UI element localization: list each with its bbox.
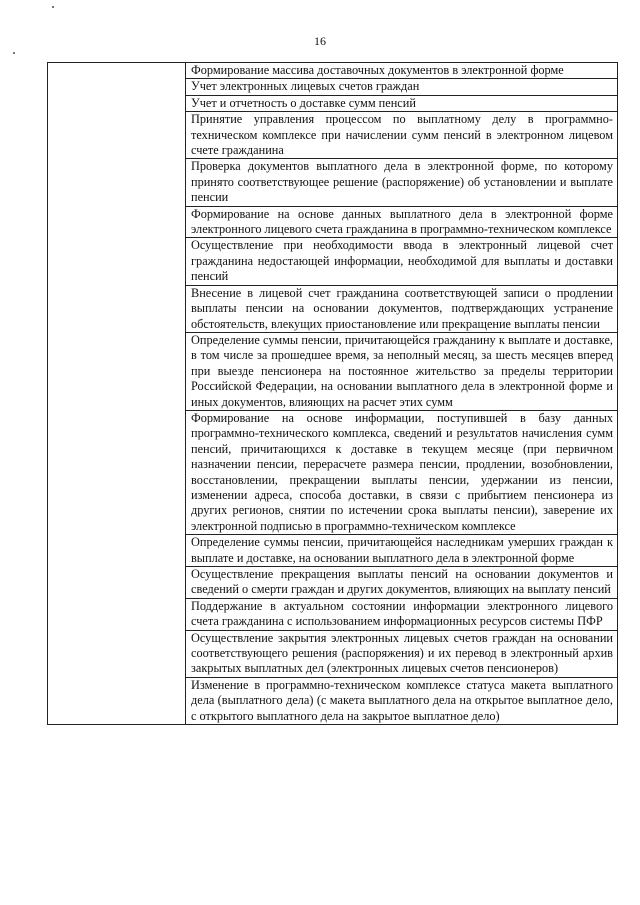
function-cell: Изменение в программно-техническом комплексе статуса макета выплатного дела (выплатного дела) (с макета выплатного дела на открытое выплатное дело, с открытого выплатного дела на закрытое выплатное дело) bbox=[186, 677, 618, 724]
function-cell: Осуществление прекращения выплаты пенсий на основании документов и сведений о смерти граждан и других документов, влияющих на выплату пенсий bbox=[186, 567, 618, 599]
function-cell: Определение суммы пенсии, причитающейся гражданину к выплате и доставке, в том числе за прошедшее время, за неполный месяц, за шесть месяцев вперед при выезде пенсионера на постоянное жительство за пределы территории Российской Федерации, на основании выплатного дела в электронной форме и иных документов, влияющих на расчет этих сумм bbox=[186, 332, 618, 410]
function-cell: Формирование массива доставочных документов в электронной форме bbox=[186, 63, 618, 79]
functions-table bbox=[47, 62, 618, 725]
function-cell: Формирование на основе информации, поступившей в базу данных программно-технического комплекса, сведений и результатов начисления сумм пенсий, причитающихся к доставке в текущем месяце (при первичном назначении пенсии, перерасчете размера пенсии, продлении, возобновлении, восстановлении, прекращении выплаты пенсии, удержании из пенсии, изменении адреса, способа доставки, в связи с прибытием пенсионера из других регионов, снятии по истечении срока выплаты пенсии), заверение их электронной подписью в программно-техническом комплексе bbox=[186, 410, 618, 534]
function-cell: Поддержание в актуальном состоянии информации электронного лицевого счета гражданина с использованием информационных ресурсов системы ПФР bbox=[186, 598, 618, 630]
function-cell: Осуществление при необходимости ввода в электронный лицевой счет гражданина недостающей информации, необходимой для выплаты и доставки пенсий bbox=[186, 238, 618, 285]
function-cell: Проверка документов выплатного дела в электронной форме, по которому принято соответствующее решение (распоряжение) об установлении и выплате пенсии bbox=[186, 159, 618, 206]
function-cell: Осуществление закрытия электронных лицевых счетов граждан на основании соответствующего решения (распоряжения) и их перевод в электронный архив закрытых выплатных дел (электронных лицевых счетов пенсионеров) bbox=[186, 630, 618, 677]
scan-speck bbox=[52, 6, 54, 8]
function-cell: Учет и отчетность о доставке сумм пенсий bbox=[186, 95, 618, 111]
function-cell: Определение суммы пенсии, причитающейся наследникам умерших граждан к выплате и доставке, на основании выплатного дела в электронной форме bbox=[186, 535, 618, 567]
page-number: 16 bbox=[314, 34, 326, 48]
table-row bbox=[48, 63, 618, 79]
function-cell: Формирование на основе данных выплатного дела в электронной форме электронного лицевого счета гражданина в программно-техническом комплексе bbox=[186, 206, 618, 238]
scan-speck bbox=[13, 52, 15, 54]
function-cell: Учет электронных лицевых счетов граждан bbox=[186, 79, 618, 95]
function-cell: Внесение в лицевой счет гражданина соответствующей записи о продлении выплаты пенсии на основании документов, подтверждающих устранение обстоятельств, влекущих приостановление или прекращение выплаты пенсии bbox=[186, 285, 618, 332]
function-cell: Принятие управления процессом по выплатному делу в программно-техническом комплексе при начислении сумм пенсий в электронном лицевом счете гражданина bbox=[186, 112, 618, 159]
left-column-cell bbox=[48, 63, 186, 725]
